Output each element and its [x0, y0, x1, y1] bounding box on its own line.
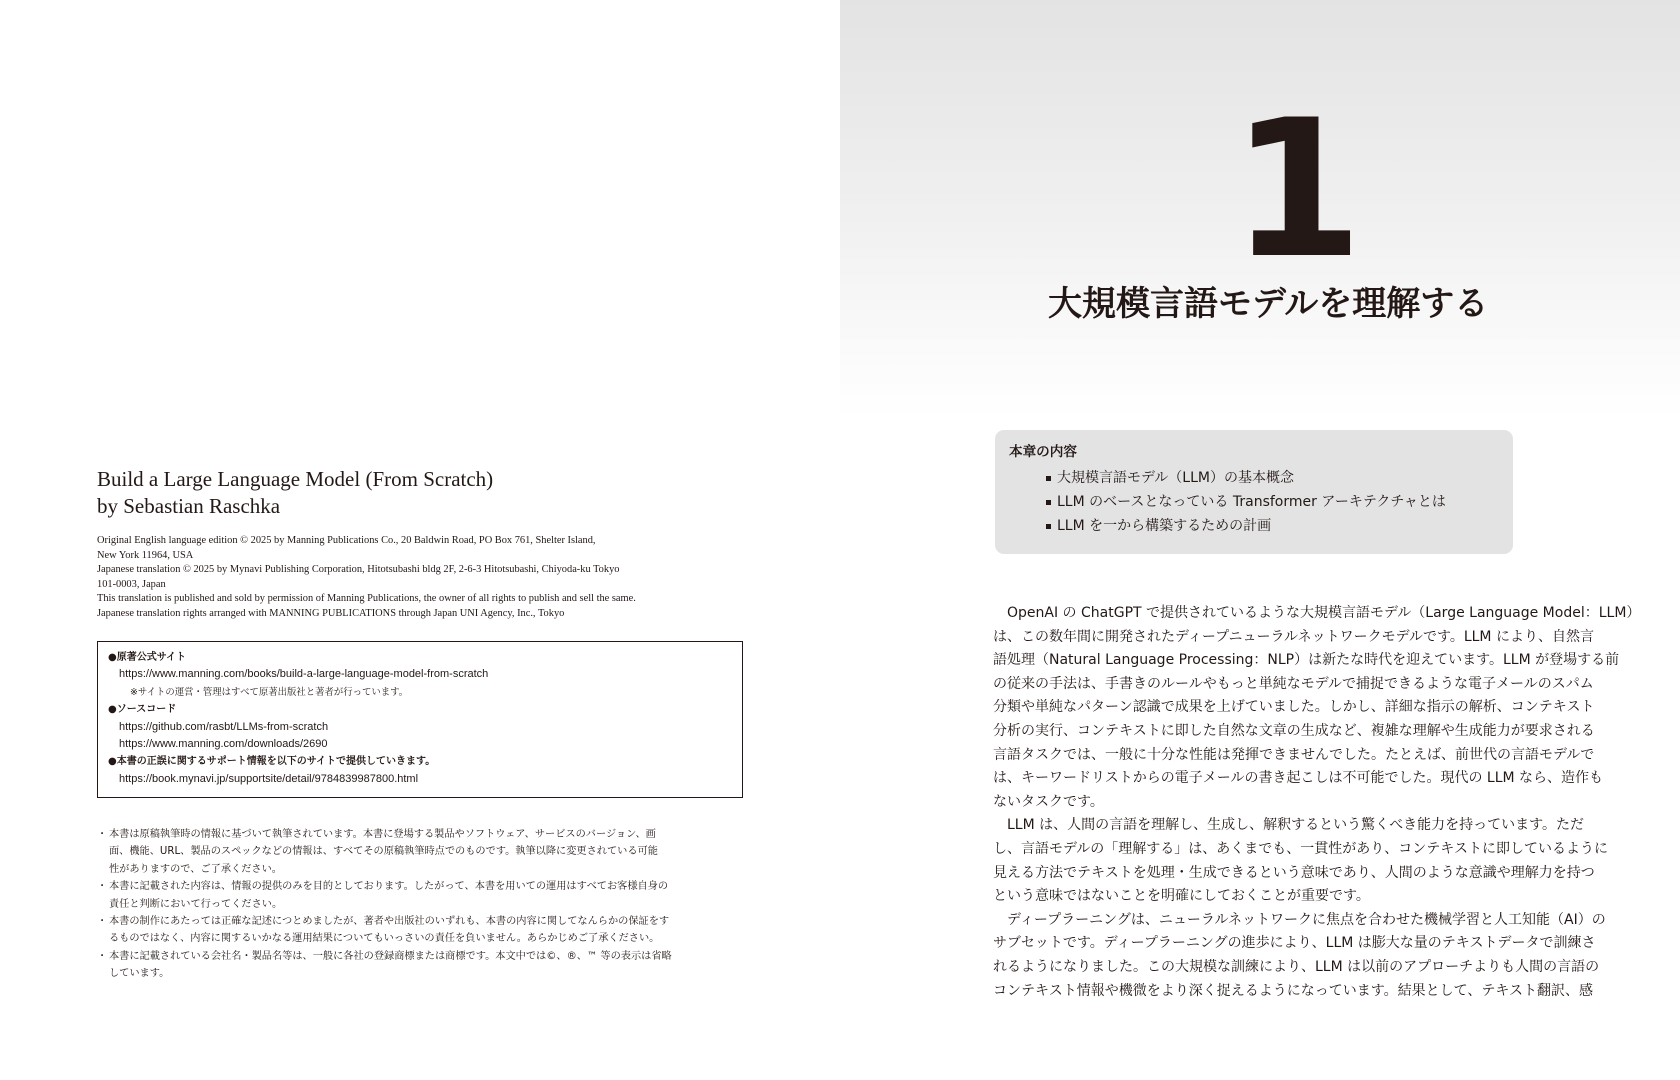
body-line: の従来の手法は、手書きのルールやもっと単純なモデルで捕捉できるような電子メールのスパム: [993, 675, 1594, 692]
disclaimer-line: 責任と判断において行ってください。: [109, 898, 283, 910]
right-page: [840, 0, 1680, 1080]
disclaimer-line: 性がありますので、ご了承ください。: [109, 863, 282, 875]
body-line: 語処理（Natural Language Processing：NLP）は新たな時代を迎えています。LLM が登場する前: [993, 652, 1620, 669]
body-line: ないタスクです。: [993, 793, 1104, 810]
disclaimer-item: [97, 826, 747, 878]
source-code-url[interactable]: https://github.com/rasbt/LLMs-from-scratch: [119, 720, 329, 733]
body-line: LLM は、人間の言語を理解し、生成し、解釈するという驚くべき能力を持っています。ただ: [993, 817, 1585, 834]
copyright-line: New York 11964, USA: [97, 549, 194, 561]
disclaimer-line: るものではなく、内容に関するいかなる運用結果についてもいっさいの責任を負いません。あらかじめご了承ください。: [109, 933, 660, 945]
disclaimer-line: 面、機能、URL、製品のスペックなどの情報は、すべてその原稿執筆時点でのものです。執筆以降に変更されている可能: [109, 846, 658, 858]
copyright-line: Japanese translation © 2025 by Mynavi Publishing Corporation, Hitotsubashi bldg 2F, 2-6-3 Hitotsubashi, Chiyoda-ku Tokyo: [97, 564, 620, 576]
body-line: 分析の実行、コンテキストに即した自然な文章の生成など、複雑な理解や生成能力が要求される: [993, 722, 1595, 739]
body-line: 見える方法でテキストを処理・生成できるという意味であり、人間のような意識や理解力を持つ: [993, 864, 1595, 881]
body-line: サブセットです。ディープラーニングの進歩により、LLM は膨大な量のテキストデータで訓練さ: [993, 935, 1596, 952]
disclaimer-item: [97, 913, 747, 948]
contents-box-title: 本章の内容: [1009, 444, 1077, 460]
copyright-line: Original English language edition © 2025 by Manning Publications Co., 20 Baldwin Road, PO Box 761, Shelter Island,: [97, 535, 596, 546]
disclaimer-item: [97, 878, 747, 913]
support-url[interactable]: https://book.mynavi.jp/supportsite/detail/9784839987800.html: [119, 772, 419, 785]
support-heading: ●本書の正誤に関するサポート情報を以下のサイトで提供していきます。: [108, 756, 436, 768]
body-line: 言語タスクでは、一般に十分な性能は発揮できませんでした。たとえば、前世代の言語モデルで: [993, 746, 1595, 763]
disclaimer-list: [97, 826, 747, 983]
body-line: という意味ではないことを明確にしておくことが重要です。: [993, 888, 1370, 905]
disclaimer-line: ・ 本書に記載された内容は、情報の提供のみを目的としております。したがって、本書を用いての運用はすべてお客様自身の: [109, 881, 669, 893]
body-line: れるようになりました。この大規模な訓練により、LLM は以前のアプローチよりも人間の言語の: [993, 958, 1600, 975]
chapter-contents-box: [995, 430, 1513, 554]
copyright-line: This translation is published and sold by permission of Manning Publications, the owner of all rights to publish and sell the same.: [97, 593, 636, 605]
disclaimer-line: ・ 本書の制作にあたっては正確な記述につとめましたが、著者や出版社のいずれも、本書の内容に関してなんらかの保証をす: [109, 916, 670, 928]
body-line: ディープラーニングは、ニューラルネットワークに焦点を合わせた機械学習と人工知能（AI）の: [993, 911, 1606, 928]
source-code-heading: ●ソースコード: [108, 704, 177, 716]
chapter-body-text: [993, 602, 1641, 1003]
body-line: OpenAI の ChatGPT で提供されているような大規模言語モデル（Large Language Model：LLM）: [993, 605, 1641, 621]
contents-item: 大規模言語モデル（LLM）の基本概念: [1009, 466, 1513, 490]
book-title-line: Build a Large Language Model (From Scratch): [97, 467, 494, 491]
contents-item: LLM を一から構築するための計画: [1009, 514, 1513, 538]
book-author-line: by Sebastian Raschka: [97, 494, 281, 518]
body-line: は、この数年間に開発されたディープニューラルネットワークモデルです。LLM により、自然言: [993, 628, 1594, 645]
body-line: 分類や単純なパターン認識で成果を上げていました。しかし、詳細な指示の解析、コンテキスト: [993, 699, 1595, 716]
source-code-url[interactable]: https://www.manning.com/downloads/2690: [119, 738, 328, 751]
book-title: [97, 466, 493, 520]
disclaimer-line: ・ 本書は原稿執筆時の情報に基づいて執筆されています。本書に登場する製品やソフトウェア、サービスのバージョン、画: [109, 829, 656, 840]
contents-item: LLM のベースとなっている Transformer アーキテクチャとは: [1009, 490, 1513, 514]
copyright-line: 101-0003, Japan: [97, 578, 166, 590]
support-info-box: [97, 641, 743, 798]
disclaimer-item: [97, 948, 747, 983]
disclaimer-line: しています。: [109, 968, 170, 980]
body-line: は、キーワードリストからの電子メールの書き起こしは不可能でした。現代の LLM なら、造作も: [993, 770, 1604, 787]
official-site-note: ※サイトの運営・管理はすべて原著出版社と著者が行っています。: [130, 686, 409, 698]
chapter-number: 1: [1230, 79, 1360, 300]
copyright-notice: [97, 534, 737, 622]
official-site-url[interactable]: https://www.manning.com/books/build-a-large-language-model-from-scratch: [119, 668, 489, 681]
official-site-heading: ●原著公式サイト: [108, 652, 187, 663]
chapter-title: 大規模言語モデルを理解する: [1048, 284, 1489, 324]
body-line: コンテキスト情報や機微をより深く捉えるようになっています。結果として、テキスト翻訳、感: [993, 982, 1594, 999]
body-line: し、言語モデルの「理解する」は、あくまでも、一貫性があり、コンテキストに即しているように: [993, 840, 1609, 857]
disclaimer-line: ・ 本書に記載されている会社名・製品名等は、一般に各社の登録商標または商標です。本文中では©、®、™ 等の表示は省略: [109, 950, 672, 962]
copyright-line: Japanese translation rights arranged with MANNING PUBLICATIONS through Japan UNI Agency, Inc., Tokyo: [97, 607, 565, 619]
